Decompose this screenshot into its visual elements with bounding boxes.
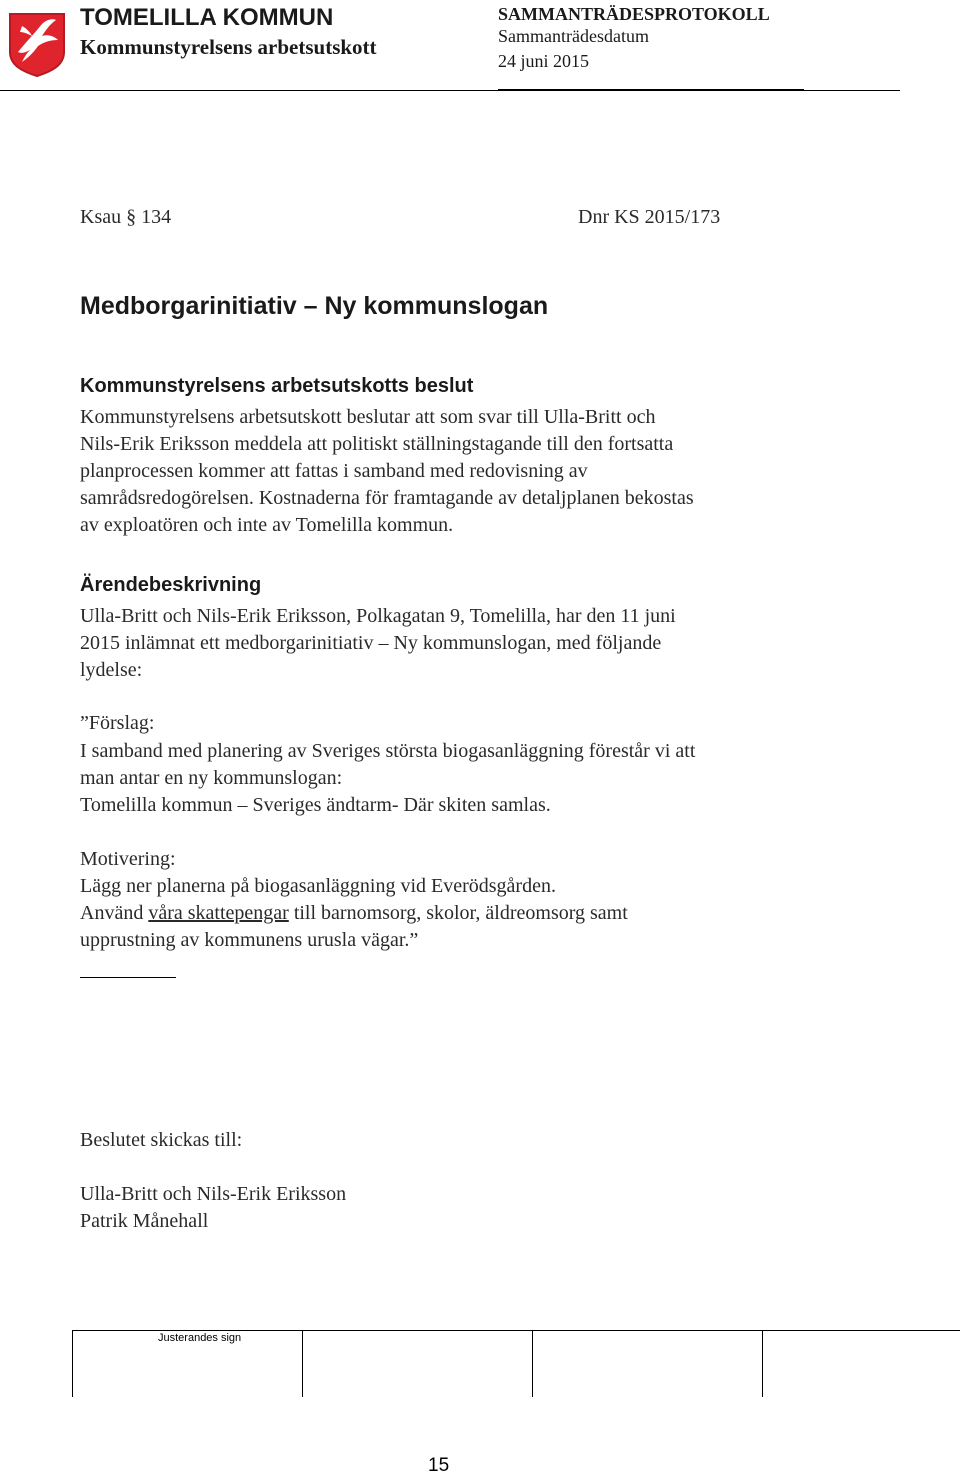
- page-number: 15: [428, 1455, 450, 1476]
- proposal-line: man antar en ny kommunslogan:: [80, 767, 343, 789]
- registration-number: Dnr KS 2015/173: [578, 206, 721, 228]
- underlined-phrase: våra skattepengar: [148, 902, 289, 924]
- decision-text: [80, 404, 810, 539]
- description-line: 2015 inlämnat ett medborgarinitiativ – Ny kommunslogan, med följande: [80, 632, 662, 654]
- description-line: Ulla-Britt och Nils-Erik Eriksson, Polkagatan 9, Tomelilla, har den 11 juni: [80, 605, 676, 627]
- motivation-text: [80, 873, 820, 954]
- motivation-line: [80, 900, 820, 927]
- motivation-line-start: Använd: [80, 902, 149, 924]
- signature-cell: [532, 1331, 533, 1397]
- signature-cell: [762, 1331, 763, 1397]
- document-type: SAMMANTRÄDESPROTOKOLL: [498, 4, 770, 24]
- decision-line: samrådsredogörelsen. Kostnaderna för framtagande av detaljplanen bekostas: [80, 487, 694, 509]
- motivation-label: Motivering:: [80, 848, 176, 870]
- motivation-line-end: till barnomsorg, skolor, äldreomsorg samt: [288, 902, 628, 924]
- separator-line: [80, 977, 176, 978]
- signature-cell: [302, 1331, 303, 1397]
- decision-line: planprocessen kommer att fattas i samband med redovisning av: [80, 460, 588, 482]
- proposal-text: [80, 738, 820, 819]
- proposal-line: I samband med planering av Sveriges största biogasanläggning förestår vi att: [80, 740, 696, 762]
- header-divider-accent: [498, 89, 804, 91]
- description-heading: Ärendebeskrivning: [80, 574, 262, 596]
- page-title: Medborgarinitiativ – Ny kommunslogan: [80, 292, 549, 320]
- case-number: Ksau § 134: [80, 206, 172, 228]
- description-line: lydelse:: [80, 659, 143, 681]
- signature-cell: [72, 1331, 73, 1397]
- motivation-line: Lägg ner planerna på biogasanläggning vid Everödsgården.: [80, 875, 556, 897]
- proposal-line: Tomelilla kommun – Sveriges ändtarm- Där skiten samlas.: [80, 794, 551, 816]
- organization-unit: Kommunstyrelsens arbetsutskott: [80, 35, 377, 59]
- signature-label: Justerandes sign: [158, 1332, 242, 1344]
- decision-line: Nils-Erik Eriksson meddela att politiskt ställningstagande till den fortsatta: [80, 433, 674, 455]
- motivation-line: upprustning av kommunens urusla vägar.”: [80, 929, 419, 951]
- recipient-list: [80, 1181, 346, 1235]
- decision-heading: Kommunstyrelsens arbetsutskotts beslut: [80, 375, 474, 397]
- distribution-label: Beslutet skickas till:: [80, 1129, 243, 1151]
- decision-line: Kommunstyrelsens arbetsutskott beslutar att som svar till Ulla-Britt och: [80, 406, 656, 428]
- recipient: Ulla-Britt och Nils-Erik Eriksson: [80, 1183, 347, 1205]
- recipient: Patrik Månehall: [80, 1210, 209, 1232]
- meeting-date-value: 24 juni 2015: [498, 51, 590, 71]
- decision-line: av exploatören och inte av Tomelilla kommun.: [80, 514, 454, 536]
- meeting-date-label: Sammanträdesdatum: [498, 26, 649, 46]
- proposal-label: ”Förslag:: [80, 712, 155, 734]
- description-text: [80, 603, 820, 684]
- organization-name: TOMELILLA KOMMUN: [80, 4, 334, 31]
- coat-of-arms-icon: [8, 12, 66, 78]
